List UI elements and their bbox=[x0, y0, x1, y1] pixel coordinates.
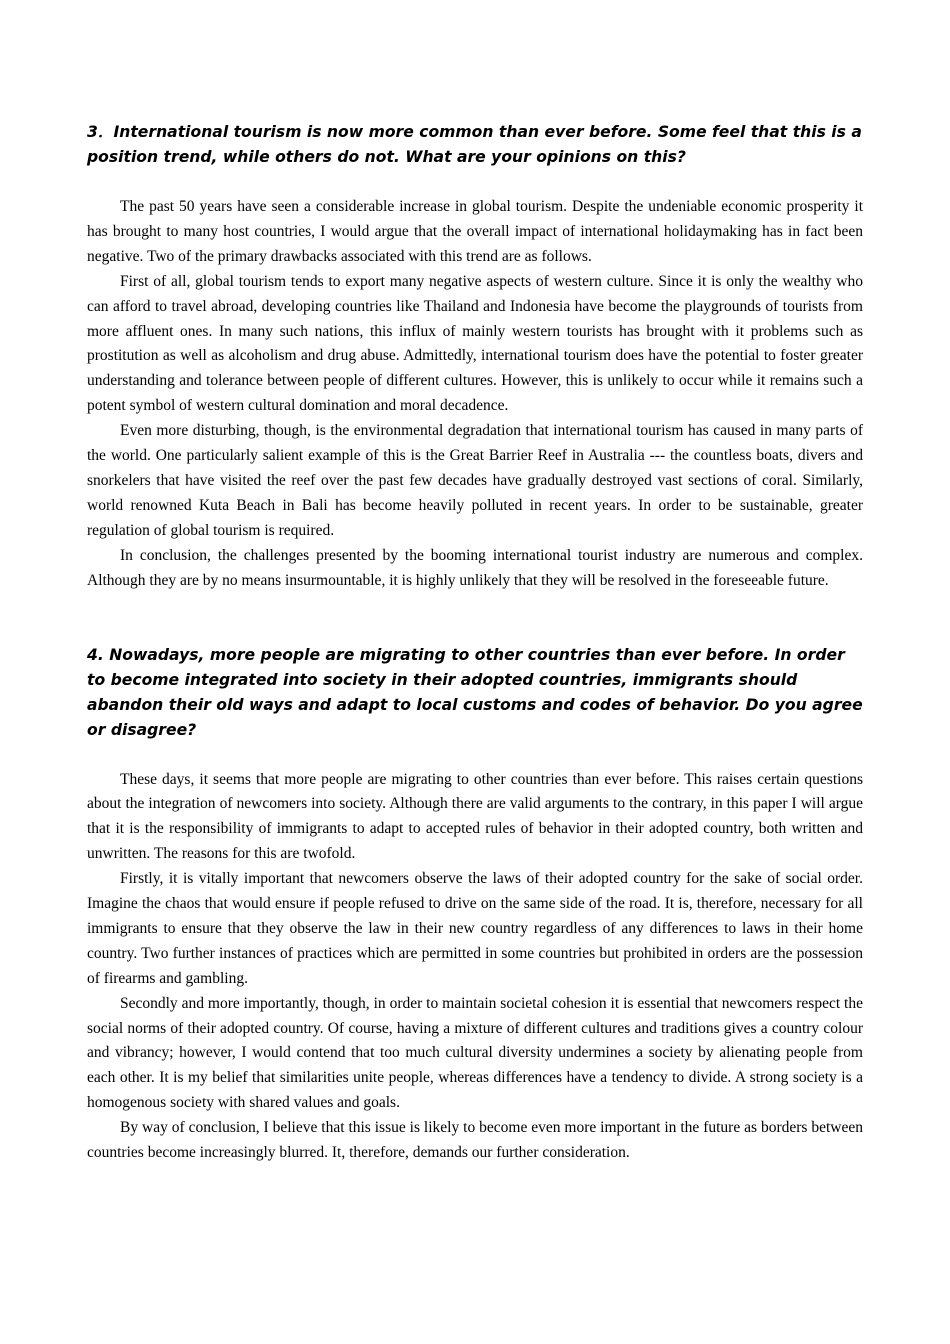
essay-section-3 bbox=[87, 120, 863, 594]
essay-4-paragraph-3: Secondly and more importantly, though, in order to maintain societal cohesion it is essential that newcomers respect the social norms of their adopted country. Of course, having a mixture of different cultures and traditions gives a country colour and vibrancy; however, I would contend that too much cultural diversity undermines a society by alienating people from each other. It is my belief that similarities unite people, whereas differences have a tendency to divide. A strong society is a homogenous society with shared values and goals. bbox=[87, 994, 863, 1112]
essay-section-4 bbox=[87, 643, 863, 1167]
essay-3-paragraph-3: Even more disturbing, though, is the environmental degradation that international tourism has caused in many parts of the world. One particularly salient example of this is the Great Barrier Reef in Australia --- the countless boats, divers and snorkelers that have visited the reef over the past few decades have gradually destroyed vast sections of coral. Similarly, world renowned Kuta Beach in Bali has become heavily polluted in recent years. In order to be sustainable, greater regulation of global tourism is required. bbox=[87, 422, 863, 539]
essay-3-paragraph-1: The past 50 years have seen a considerable increase in global tourism. Despite the undeniable economic prosperity it has brought to many host countries, I would argue that the overall impact of international holidaymaking has in fact been negative. Two of the primary drawbacks associated with this trend are as follows. bbox=[87, 198, 863, 265]
essay-4-paragraph-4: By way of conclusion, I believe that this issue is likely to become even more important in the future as borders between countries become increasingly blurred. It, therefore, demands our further consideration. bbox=[87, 1119, 863, 1162]
essay-3-paragraph-4: In conclusion, the challenges presented by the booming international tourist industry are numerous and complex. Although they are by no means insurmountable, it is highly unlikely that they will be resolved in the foreseeable future. bbox=[87, 546, 863, 589]
essay-4-paragraph-2: Firstly, it is vitally important that newcomers observe the laws of their adopted country for the sake of social order. Imagine the chaos that would ensure if people refused to drive on the same side of the road. It is, therefore, necessary for all immigrants to ensure that they observe the law in their new country regardless of any differences to laws in their home country. Two further instances of practices which are permitted in some countries but prohibited in orders are the possession of firearms and gambling. bbox=[87, 870, 863, 987]
essay-question-4: 4. Nowadays, more people are migrating to other countries than ever before. In order to become integrated into society in their adopted countries, immigrants should abandon their old ways and adapt to local customs and codes of behavior. Do you agree or disagree? bbox=[87, 645, 863, 739]
essay-question-3: 3．International tourism is now more common than ever before. Some feel that this is a position trend, while others do not. What are your opinions on this? bbox=[87, 123, 862, 166]
document-page bbox=[87, 120, 863, 1166]
essay-body-3 bbox=[87, 195, 863, 594]
essay-3-paragraph-2: First of all, global tourism tends to export many negative aspects of western culture. Since it is only the wealthy who can afford to travel abroad, developing countries like Thailand and Indonesia have become the playgrounds of tourists from more affluent ones. In many such nations, this influx of mainly western tourists has brought with it problems such as prostitution as well as alcoholism and drug abuse. Admittedly, international tourism does have the potential to foster greater understanding and tolerance between people of different cultures. However, this is unlikely to occur while it remains such a potent symbol of western cultural domination and moral decadence. bbox=[87, 272, 863, 415]
section-spacer bbox=[87, 594, 863, 643]
essay-body-4 bbox=[87, 768, 863, 1167]
essay-4-paragraph-1: These days, it seems that more people are migrating to other countries than ever before. This raises certain questions about the integration of newcomers into society. Although there are valid arguments to the contrary, in this paper I will argue that it is the responsibility of immigrants to adapt to accepted rules of behavior in their adopted country, both written and unwritten. The reasons for this are twofold. bbox=[87, 770, 863, 863]
